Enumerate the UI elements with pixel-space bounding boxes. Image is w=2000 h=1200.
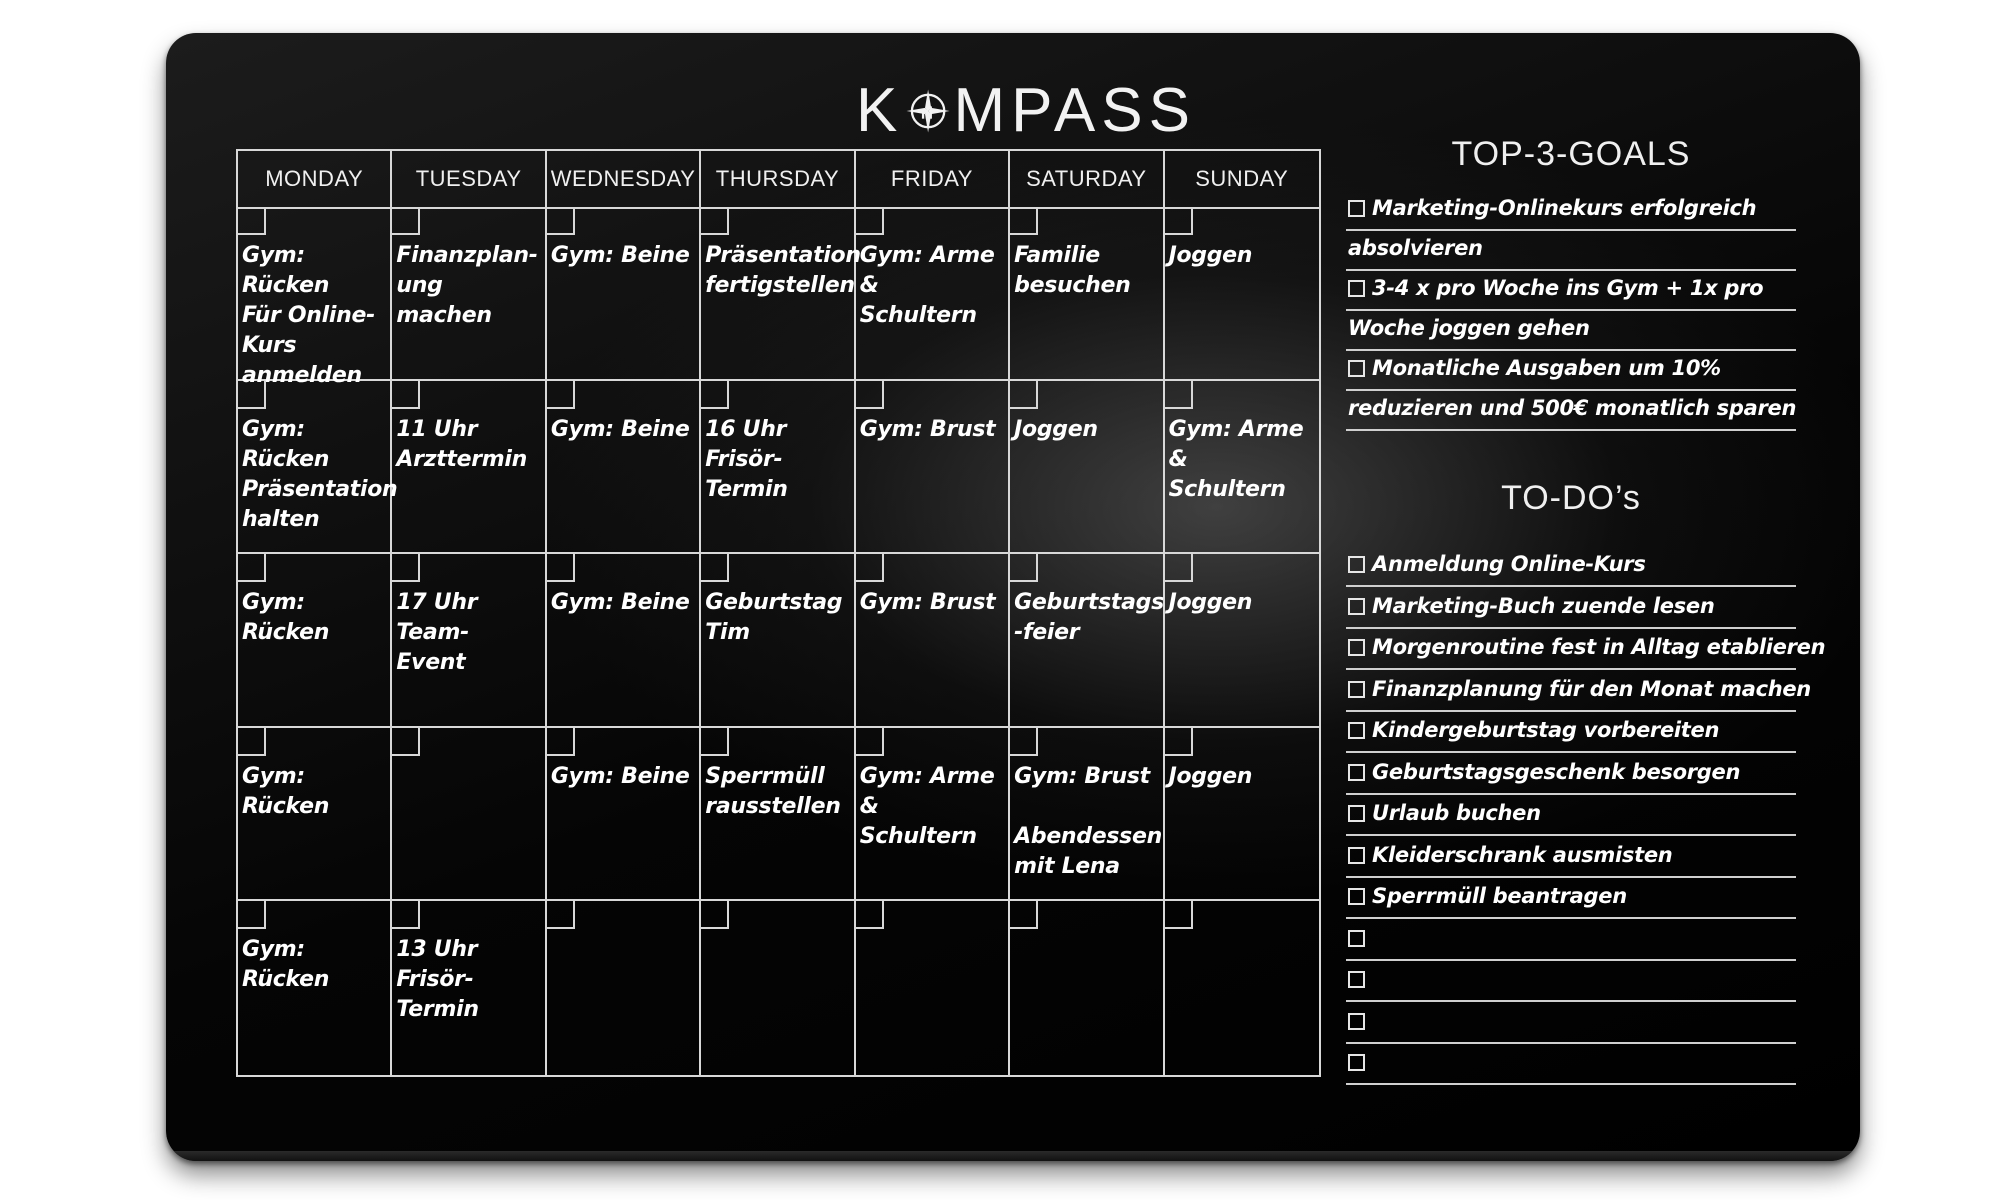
calendar-cell[interactable]	[238, 554, 392, 728]
date-box	[856, 207, 884, 235]
todo-item	[1346, 671, 1811, 712]
cell-note: Gym: Beine	[550, 416, 690, 442]
date-box	[392, 381, 420, 409]
compass-icon	[905, 82, 951, 140]
checkbox-icon[interactable]	[1348, 805, 1365, 822]
checkbox-icon[interactable]	[1348, 1013, 1365, 1030]
calendar-cell[interactable]	[856, 381, 1010, 555]
cell-note: Gym: Beine	[550, 590, 690, 616]
calendar-cell[interactable]	[1010, 901, 1164, 1075]
logo-text-right: MPASS	[953, 76, 1196, 145]
cell-note: Gym: Rücken	[242, 590, 330, 646]
date-box	[392, 728, 420, 756]
calendar-cell[interactable]	[238, 901, 392, 1075]
todo-text: Sperrmüll beantragen	[1372, 884, 1627, 908]
todo-item	[1346, 754, 1796, 795]
goal-line	[1346, 310, 1796, 351]
cell-note: Joggen	[1168, 590, 1253, 616]
date-box	[238, 554, 266, 582]
date-box	[392, 901, 420, 929]
todo-item	[1346, 712, 1796, 753]
calendar-header	[238, 151, 1319, 209]
cell-note: Joggen	[1014, 416, 1098, 442]
calendar-cell[interactable]	[392, 381, 546, 555]
cell-note: Gym: Brust	[859, 590, 996, 616]
date-box	[547, 728, 575, 756]
checkbox-icon[interactable]	[1348, 556, 1365, 573]
calendar-cell[interactable]	[701, 554, 855, 728]
date-box	[1010, 728, 1038, 756]
calendar-cell[interactable]	[701, 381, 855, 555]
cell-note: Gym: Beine	[550, 763, 690, 789]
day-header-thursday: THURSDAY	[701, 151, 855, 207]
date-box	[701, 554, 729, 582]
goal-text: 3-4 x pro Woche ins Gym + 1x pro	[1372, 276, 1764, 300]
checkbox-icon[interactable]	[1348, 681, 1365, 698]
checkbox-icon[interactable]	[1348, 1054, 1365, 1071]
calendar-grid	[238, 207, 1319, 1075]
date-box	[1010, 554, 1038, 582]
calendar-cell[interactable]	[856, 901, 1010, 1075]
calendar-cell[interactable]	[392, 901, 546, 1075]
day-header-tuesday: TUESDAY	[392, 151, 546, 207]
checkbox-icon[interactable]	[1348, 200, 1365, 217]
date-box	[1165, 554, 1193, 582]
cell-note: Finanzplan- ung machen	[396, 243, 538, 328]
todo-item	[1346, 878, 1796, 919]
goal-text: absolvieren	[1348, 236, 1483, 260]
calendar-cell[interactable]	[1010, 554, 1164, 728]
todo-item	[1346, 920, 1796, 961]
calendar-cell[interactable]	[1010, 207, 1164, 381]
calendar-cell[interactable]	[547, 728, 701, 902]
cell-note: Gym: Rücken Für Online- Kurs anmelden	[242, 243, 375, 388]
calendar-cell[interactable]	[547, 207, 701, 381]
cell-note: Gym: Rücken	[242, 937, 330, 993]
checkbox-icon[interactable]	[1348, 971, 1365, 988]
cell-note: Präsentation fertigstellen	[705, 243, 861, 298]
cell-note: Gym: Rücken Präsentation halten	[242, 416, 398, 532]
todo-item	[1346, 1003, 1796, 1044]
date-box	[1165, 728, 1193, 756]
todos-title: TO-DO’s	[1501, 479, 1641, 517]
calendar-cell[interactable]	[701, 901, 855, 1075]
calendar-cell[interactable]	[856, 728, 1010, 902]
calendar-cell[interactable]	[1165, 554, 1319, 728]
calendar-cell[interactable]	[701, 207, 861, 381]
calendar-cell[interactable]	[1165, 381, 1319, 555]
todo-item	[1346, 546, 1796, 587]
calendar-cell[interactable]	[1165, 728, 1319, 902]
calendar-cell[interactable]	[238, 207, 392, 388]
day-header-monday: MONDAY	[238, 151, 392, 207]
planner-board	[166, 33, 1860, 1161]
date-box	[701, 381, 729, 409]
goals-title: TOP-3-GOALS	[1451, 135, 1691, 173]
calendar-cell[interactable]	[856, 554, 1010, 728]
date-box	[1165, 207, 1193, 235]
checkbox-icon[interactable]	[1348, 280, 1365, 297]
todo-item	[1346, 837, 1796, 878]
cell-note: Joggen	[1168, 763, 1253, 789]
cell-note: Gym: Brust	[859, 416, 996, 442]
day-header-wednesday: WEDNESDAY	[547, 151, 701, 207]
date-box	[701, 901, 729, 929]
calendar-cell[interactable]	[1165, 207, 1319, 381]
date-box	[856, 381, 884, 409]
goal-line	[1346, 270, 1796, 311]
todo-item	[1346, 588, 1796, 629]
goal-line	[1346, 390, 1796, 431]
date-box	[1010, 381, 1038, 409]
cell-note: Geburtstag Tim	[705, 590, 843, 646]
date-box	[547, 207, 575, 235]
date-box	[1165, 901, 1193, 929]
cell-note: 16 Uhr Frisör-Termin	[705, 416, 788, 502]
date-box	[701, 728, 729, 756]
cell-note: 17 Uhr Team- Event	[396, 590, 478, 676]
calendar-cell[interactable]	[547, 554, 701, 728]
brand-logo	[856, 71, 1196, 151]
date-box	[238, 901, 266, 929]
date-box	[547, 381, 575, 409]
todo-text: Geburtstagsgeschenk besorgen	[1372, 759, 1741, 784]
cell-note: 11 Uhr Arzttermin	[396, 416, 528, 472]
date-box	[856, 554, 884, 582]
date-box	[392, 554, 420, 582]
calendar-cell[interactable]	[238, 381, 398, 555]
date-box	[547, 901, 575, 929]
cell-note: Gym: Rücken	[242, 763, 330, 819]
goal-text: Monatliche Ausgaben um 10%	[1372, 356, 1721, 380]
todo-item	[1346, 629, 1826, 670]
goal-text: Woche joggen gehen	[1348, 316, 1590, 340]
date-box	[547, 554, 575, 582]
checkbox-icon[interactable]	[1348, 598, 1365, 615]
cell-note: Sperrmüll rausstellen	[705, 763, 841, 819]
checkbox-icon[interactable]	[1348, 764, 1365, 781]
calendar-cell[interactable]	[392, 207, 546, 381]
cell-note: Gym: Beine	[550, 243, 690, 268]
date-box	[1165, 381, 1193, 409]
date-box	[1010, 207, 1038, 235]
goal-line	[1346, 350, 1796, 391]
calendar-cell[interactable]	[1010, 728, 1164, 902]
todo-item	[1346, 1044, 1796, 1085]
checkbox-icon[interactable]	[1348, 930, 1365, 947]
cell-note: Gym: Arme & Schultern	[859, 763, 995, 849]
calendar-cell[interactable]	[238, 728, 392, 902]
date-box	[701, 207, 729, 235]
side-panel	[1346, 33, 1826, 1161]
goal-line	[1346, 230, 1796, 271]
goal-text: Marketing-Onlinekurs erfolgreich	[1372, 196, 1757, 220]
checkbox-icon[interactable]	[1348, 847, 1365, 864]
date-box	[238, 207, 266, 235]
day-header-saturday: SATURDAY	[1010, 151, 1164, 207]
todo-text: Morgenroutine fest in Alltag etablieren	[1372, 635, 1826, 659]
checkbox-icon[interactable]	[1348, 888, 1365, 905]
cell-note: Joggen	[1168, 243, 1253, 268]
calendar-cell[interactable]	[1010, 381, 1164, 555]
todo-text: Marketing-Buch zuende lesen	[1372, 593, 1715, 618]
checkbox-icon[interactable]	[1348, 639, 1365, 656]
date-box	[856, 901, 884, 929]
goal-line	[1346, 190, 1796, 231]
cell-note: Gym: Arme & Schultern	[859, 243, 995, 328]
calendar-cell[interactable]	[547, 901, 701, 1075]
cell-note: 13 Uhr Frisör-Termin	[396, 937, 479, 1023]
date-box	[856, 728, 884, 756]
todo-text: Urlaub buchen	[1372, 801, 1541, 825]
date-box	[238, 728, 266, 756]
date-box	[238, 381, 266, 409]
todo-text: Kleiderschrank ausmisten	[1372, 842, 1673, 867]
todo-item	[1346, 795, 1796, 836]
goal-text: reduzieren und 500€ monatlich sparen	[1348, 396, 1797, 420]
calendar-cell[interactable]	[392, 728, 546, 902]
day-header-sunday: SUNDAY	[1195, 166, 1289, 191]
checkbox-icon[interactable]	[1348, 360, 1365, 377]
date-box	[1010, 901, 1038, 929]
calendar-cell[interactable]	[856, 207, 1010, 381]
todo-item	[1346, 961, 1796, 1002]
cell-note: Geburtstags -feier	[1014, 590, 1164, 646]
date-box	[392, 207, 420, 235]
calendar-cell[interactable]	[1165, 901, 1319, 1075]
day-header-friday: FRIDAY	[856, 151, 1010, 207]
logo-text-left: K	[856, 76, 904, 145]
calendar-cell[interactable]	[547, 381, 701, 555]
checkbox-icon[interactable]	[1348, 722, 1365, 739]
cell-note: Gym: Brust Abendessen mit Lena	[1014, 763, 1162, 879]
todo-text: Finanzplanung für den Monat machen	[1372, 676, 1811, 701]
todo-text: Anmeldung Online-Kurs	[1372, 552, 1646, 576]
cell-note: Gym: Arme & Schultern	[1168, 416, 1304, 502]
todo-text: Kindergeburtstag vorbereiten	[1372, 718, 1720, 742]
calendar-cell[interactable]	[701, 728, 855, 902]
weekly-calendar	[236, 149, 1321, 1077]
calendar-cell[interactable]	[392, 554, 546, 728]
cell-note: Familie besuchen	[1014, 243, 1131, 298]
